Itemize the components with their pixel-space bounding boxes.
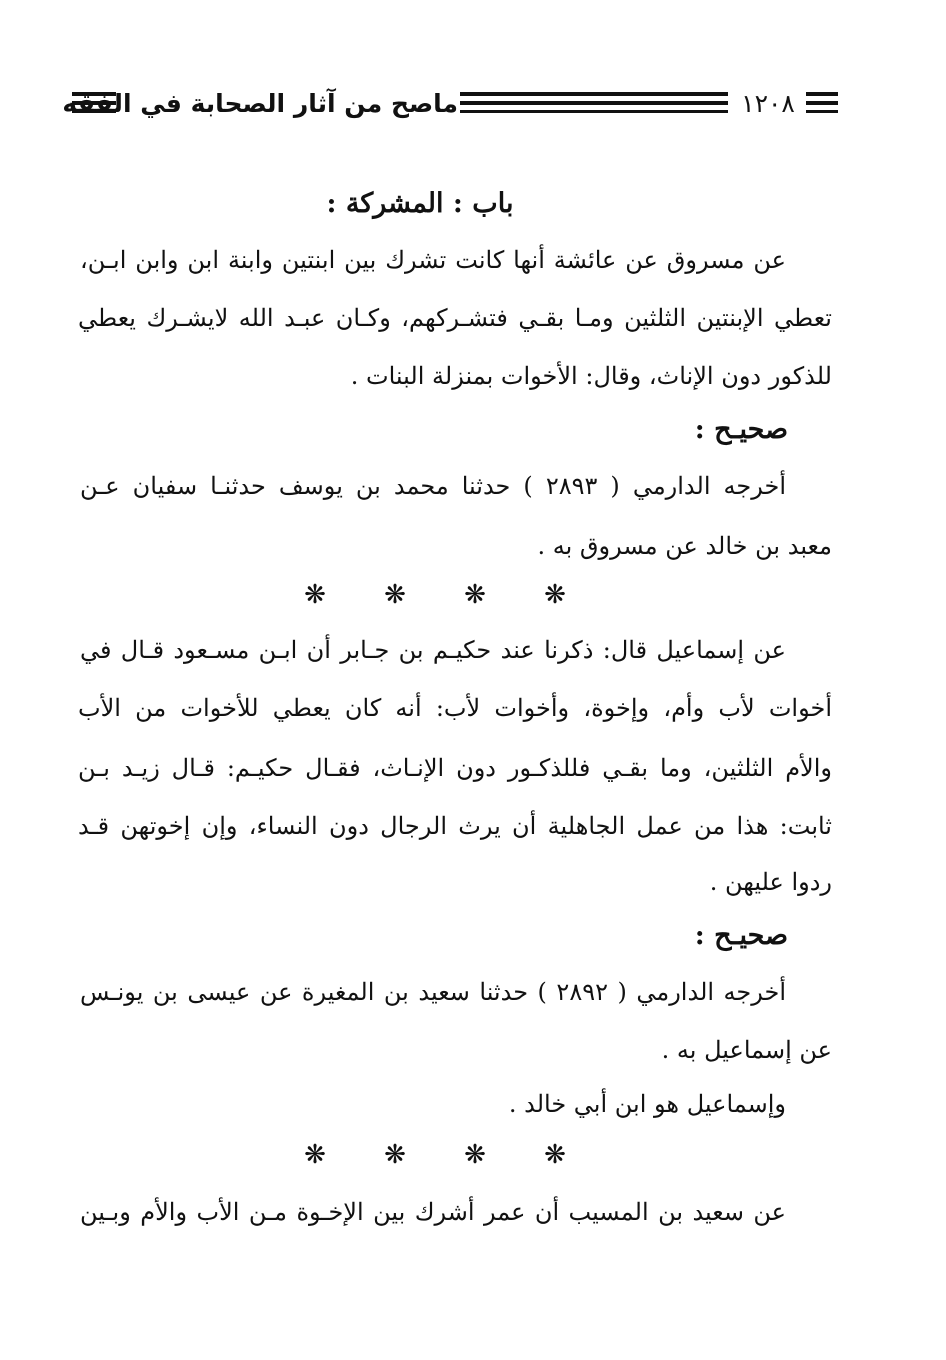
note-line: وإسماعيل هو ابن أبي خالد . <box>508 1090 786 1118</box>
ornament-star-icon: ❋ <box>464 1140 486 1170</box>
text-line: ردوا عليهن . <box>709 868 832 896</box>
ornament-star-icon: ❋ <box>464 580 486 610</box>
section-separator <box>300 1138 570 1172</box>
text-line: عن إسماعيل قال: ذكرنا عند حكيـم بن جـابر أن ابـن مسـعود قـال في <box>80 636 786 664</box>
ornament-star-icon: ❋ <box>304 580 326 610</box>
section-separator <box>300 578 570 612</box>
page-number: ١٢٠٨ <box>741 89 795 118</box>
running-title: ماصح من آثار الصحابة في الفقه <box>62 89 458 118</box>
chapter-heading: باب : المشركة : <box>326 188 514 219</box>
takhrij-line: عن إسماعيل به . <box>661 1036 832 1064</box>
text-line: تعطي الإبنتين الثلثين ومـا بقـي فتشـركهم، وكـان عبـد الله لايشـرك يعطي <box>78 304 832 332</box>
text-line: عن مسروق عن عائشة أنها كانت تشرك بين ابنتين وابنة ابن وابن ابـن، <box>80 246 786 274</box>
text-line: للذكور دون الإناث، وقال: الأخوات بمنزلة البنات . <box>350 362 832 390</box>
text-line: أخوات لأب وأم، وإخوة، وأخوات لأب: أنه كان يعطي للأخوات من الأب <box>78 694 833 722</box>
text-line: عن سعيد بن المسيب أن عمر أشرك بين الإخـوة مـن الأب والأم وبـين <box>80 1198 786 1226</box>
text-line: والأم الثلثين، وما بقـي فللذكـور دون الإنـاث، فقـال حكيـم: قـال زيـد بـن <box>78 754 832 782</box>
header-rule-right <box>806 92 838 118</box>
takhrij-line: أخرجه الدارمي ( ٢٨٩٣ ) حدثنا محمد بن يوسف حدثنـا سفيان عـن <box>80 472 786 500</box>
grade-label: صحيـح : <box>694 920 788 951</box>
page-header <box>62 84 838 124</box>
takhrij-line: أخرجه الدارمي ( ٢٨٩٢ ) حدثنا سعيد بن المغيرة عن عيسى بن يونـس <box>80 978 786 1006</box>
takhrij-line: معبد بن خالد عن مسروق به . <box>537 532 832 560</box>
ornament-star-icon: ❋ <box>544 580 566 610</box>
ornament-star-icon: ❋ <box>384 580 406 610</box>
ornament-star-icon: ❋ <box>544 1140 566 1170</box>
header-rule-middle <box>460 92 728 118</box>
grade-label: صحيـح : <box>694 414 788 445</box>
ornament-star-icon: ❋ <box>384 1140 406 1170</box>
text-line: ثابت: هذا من عمل الجاهلية أن يرث الرجال دون النساء، وإن إخوتهن قـد <box>78 812 832 840</box>
ornament-star-icon: ❋ <box>304 1140 326 1170</box>
